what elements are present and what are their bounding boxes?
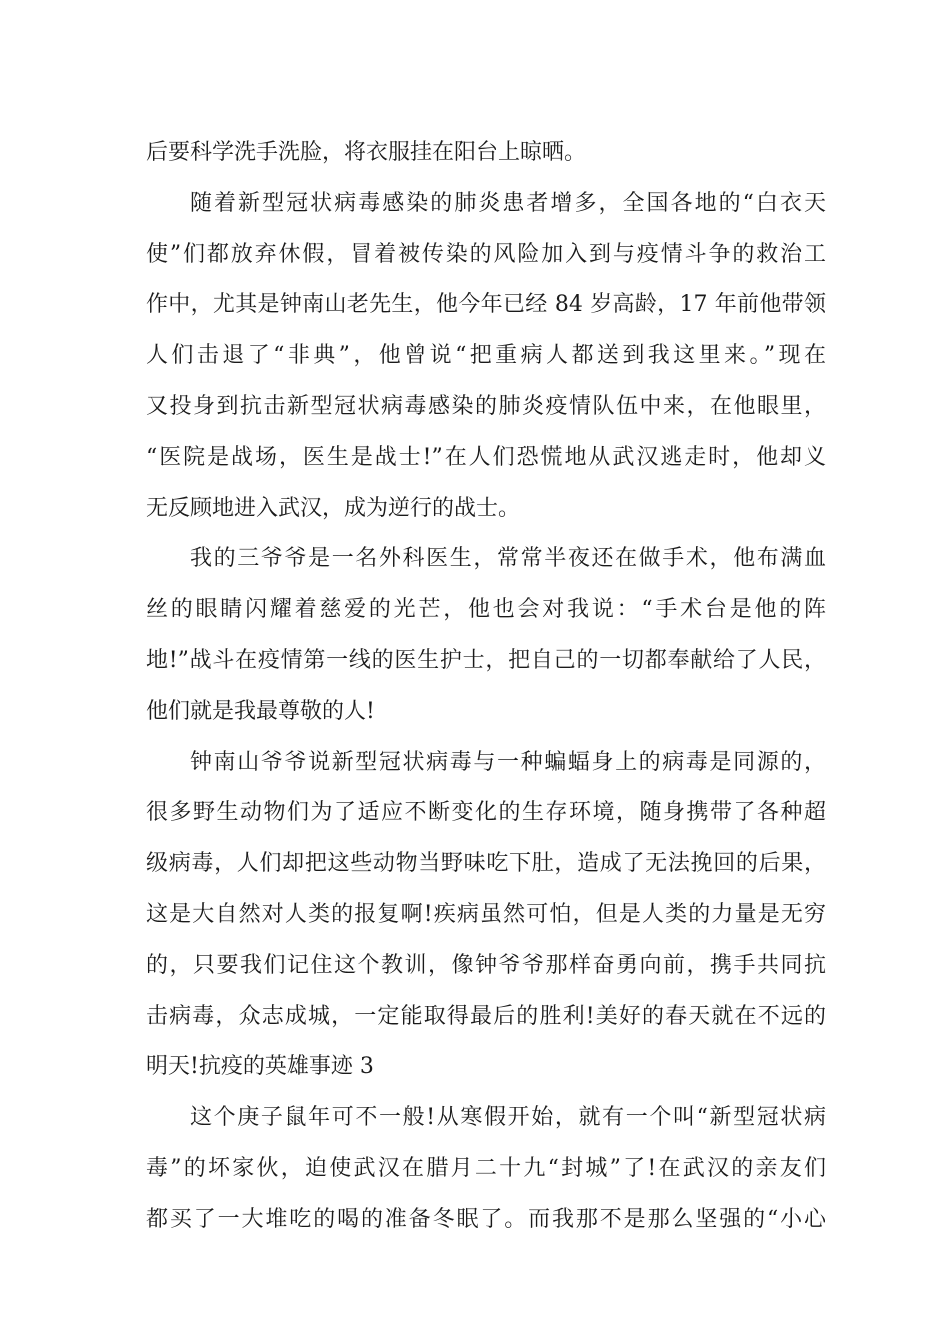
- document-body: [146, 128, 826, 1246]
- text-line: 随着新型冠状病毒感染的肺炎患者增多，全国各地的“白衣天: [190, 190, 826, 216]
- text-line: 毒”的坏家伙，迫使武汉在腊月二十九“封城”了!在武汉的亲友们: [146, 1155, 826, 1181]
- text-line: 丝的眼睛闪耀着慈爱的光芒，他也会对我说：“手术台是他的阵: [146, 597, 826, 623]
- text-line: 无反顾地进入武汉，成为逆行的战士。: [146, 495, 521, 521]
- text-line: 我的三爷爷是一名外科医生，常常半夜还在做手术，他布满血: [190, 546, 826, 572]
- text-line: 又投身到抗击新型冠状病毒感染的肺炎疫情队伍中来，在他眼里，: [146, 393, 826, 419]
- text-line: 都买了一大堆吃的喝的准备冬眠了。而我那不是那么坚强的“小心: [146, 1206, 826, 1232]
- text-line: 击病毒，众志成城，一定能取得最后的胜利!美好的春天就在不远的: [146, 1003, 826, 1029]
- text-line: 的，只要我们记住这个教训，像钟爷爷那样奋勇向前，携手共同抗: [146, 952, 826, 978]
- text-line: 这是大自然对人类的报复啊!疾病虽然可怕，但是人类的力量是无穷: [146, 901, 826, 927]
- text-line: 人们击退了“非典”，他曾说“把重病人都送到我这里来。”现在: [146, 343, 826, 369]
- text-line: 这个庚子鼠年可不一般!从寒假开始，就有一个叫“新型冠状病: [190, 1105, 826, 1131]
- text-line: 明天!抗疫的英雄事迹 3: [146, 1054, 374, 1080]
- text-line: 使”们都放弃休假，冒着被传染的风险加入到与疫情斗争的救治工: [146, 241, 826, 267]
- text-line: 后要科学洗手洗脸，将衣服挂在阳台上晾晒。: [146, 140, 587, 165]
- text-line: 地!”战斗在疫情第一线的医生护士，把自己的一切都奉献给了人民，: [146, 647, 826, 673]
- text-line: 作中，尤其是钟南山老先生，他今年已经 84 岁高龄，17 年前他带领: [146, 292, 826, 318]
- text-line: 钟南山爷爷说新型冠状病毒与一种蝙蝠身上的病毒是同源的，: [190, 749, 826, 775]
- text-line: “医院是战场，医生是战士!”在人们恐慌地从武汉逃走时，他却义: [146, 444, 826, 470]
- text-line: 很多野生动物们为了适应不断变化的生存环境，随身携带了各种超: [146, 800, 826, 826]
- text-line: 他们就是我最尊敬的人!: [146, 698, 375, 724]
- text-line: 级病毒，人们却把这些动物当野味吃下肚，造成了无法挽回的后果，: [146, 851, 826, 877]
